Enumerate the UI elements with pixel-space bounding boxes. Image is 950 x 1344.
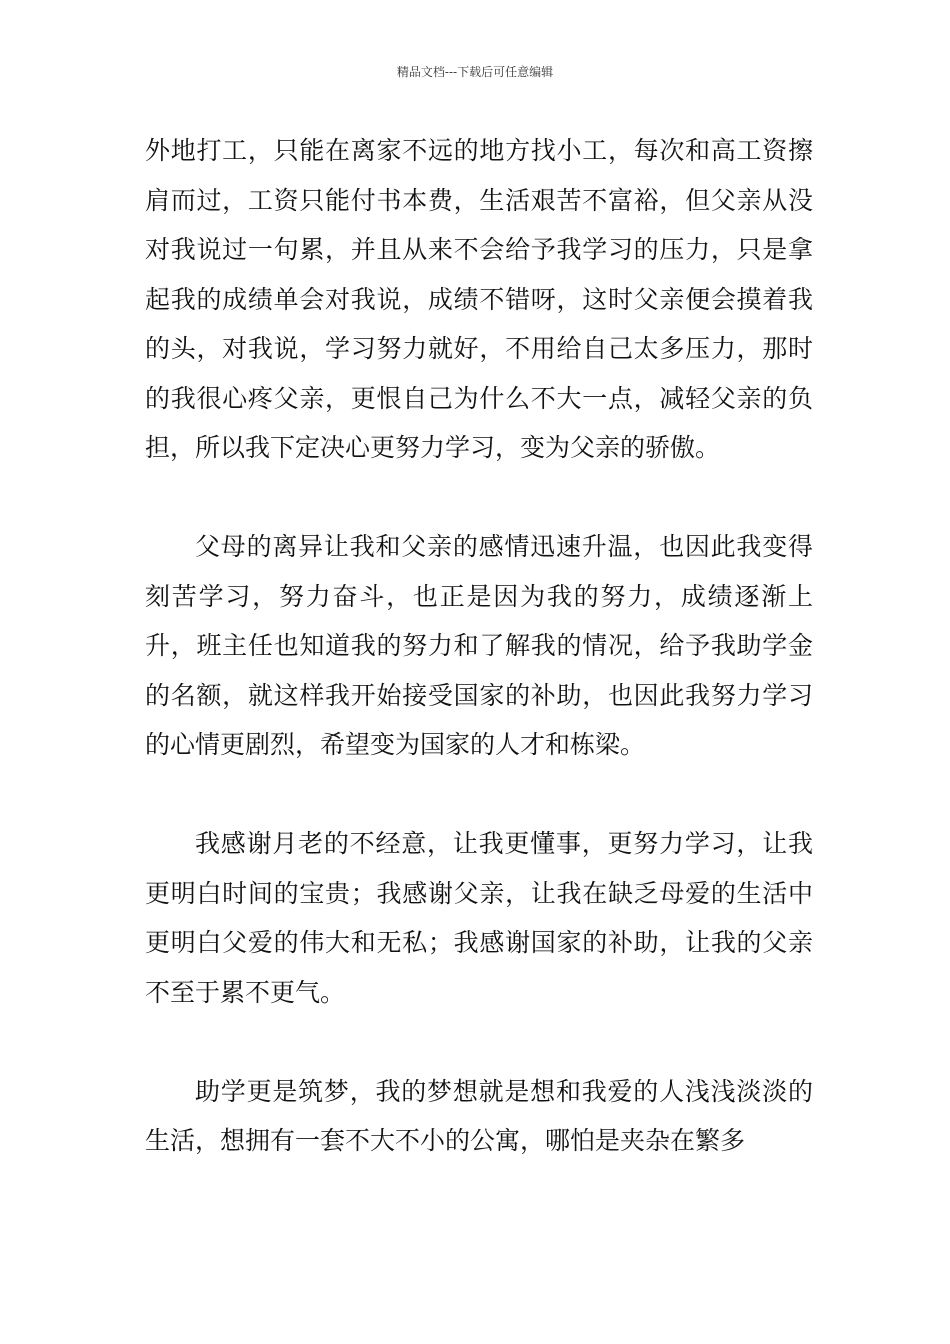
- paragraph-gap: [145, 473, 813, 523]
- paragraph-gap: [145, 1017, 813, 1067]
- paragraph-1: 外地打工，只能在离家不远的地方找小工，每次和高工资擦肩而过，工资只能付书本费，生活艰苦不富裕，但父亲从没对我说过一句累，并且从来不会给予我学习的压力，只是拿起我的成绩单会对我说，成绩不错呀，这时父亲便会摸着我的头，对我说，学习努力就好，不用给自己太多压力，那时的我很心疼父亲，更恨自己为什么不大一点，减轻父亲的负担，所以我下定决心更努力学习，变为父亲的骄傲。: [145, 136, 813, 462]
- document-body: [145, 126, 813, 1166]
- paragraph-3: 我感谢月老的不经意，让我更懂事，更努力学习，让我更明白时间的宝贵；我感谢父亲，让我在缺乏母爱的生活中更明白父爱的伟大和无私；我感谢国家的补助，让我的父亲不至于累不更气。: [145, 829, 813, 1007]
- paragraph-4: 助学更是筑梦，我的梦想就是想和我爱的人浅浅淡淡的生活，想拥有一套不大不小的公寓，哪怕是夹杂在繁多: [145, 1076, 813, 1155]
- paragraph-gap: [145, 770, 813, 820]
- paragraph-2: 父母的离异让我和父亲的感情迅速升温，也因此我变得刻苦学习，努力奋斗，也正是因为我的努力，成绩逐渐上升，班主任也知道我的努力和了解我的情况，给予我助学金的名额，就这样我开始接受国家的补助，也因此我努力学习的心情更剧烈，希望变为国家的人才和栋梁。: [145, 532, 813, 759]
- page-header: 精品文档---下载后可任意编辑: [396, 65, 554, 79]
